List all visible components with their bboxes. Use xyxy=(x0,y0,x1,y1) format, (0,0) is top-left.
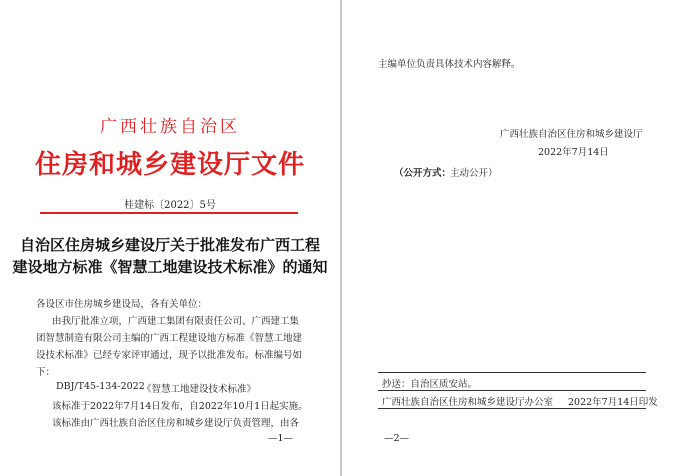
cc-line: 抄送：自治区质安站。 xyxy=(382,379,478,390)
document-title-line-2: 建设地方标准《智慧工地建设技术标准》的通知 xyxy=(12,258,328,276)
document-number: 桂建标〔2022〕5号 xyxy=(124,200,216,211)
body-line: 设技术标准》已经专家评审通过，现予以批准发布。标准编号如 xyxy=(36,350,303,361)
salutation: 各设区市住房城乡建设局，各有关单位： xyxy=(36,299,208,310)
page-number: —2— xyxy=(384,433,410,444)
issuer-region: 广西壮族自治区 xyxy=(100,117,240,137)
document-title-line-1: 自治区住房城乡建设厅关于批准发布广西工程 xyxy=(19,236,320,254)
standard-name: 《智慧工地建设技术标准》 xyxy=(142,384,257,395)
body-line: 该标准由广西壮族自治区住房和城乡建设厅负责管理，由各 xyxy=(52,418,300,429)
red-separator-line xyxy=(40,212,298,214)
body-line: 下： xyxy=(36,367,56,378)
print-date: 2022年7月14日印发 xyxy=(568,397,658,408)
body-line: 由我厅批准立项，广西建工集团有限责任公司、广西建工集 xyxy=(52,316,300,327)
issuer-office-header: 住房和城乡建设厅文件 xyxy=(34,150,305,180)
continuation-text: 主编单位负责具体技术内容解释。 xyxy=(378,59,521,70)
disclosure-value: 主动公开） xyxy=(450,168,498,179)
footer-rule-top xyxy=(378,372,646,373)
issuing-office: 广西壮族自治区住房和城乡建设厅办公室 xyxy=(382,397,554,408)
body-line: 团智慧制造有限公司主编的广西工程建设地方标准《智慧工地建 xyxy=(36,333,303,344)
disclosure-label: （公开方式： xyxy=(394,168,452,179)
page-2 xyxy=(342,0,680,476)
footer-rule-bottom xyxy=(378,408,646,409)
signing-date: 2022年7月14日 xyxy=(538,147,609,158)
footer-rule-mid xyxy=(378,390,646,391)
body-line: 该标准于2022年7月14日发布，自2022年10月1日起实施。 xyxy=(52,401,308,412)
standard-code: DBJ/T45-134-2022 xyxy=(56,381,145,392)
signing-authority: 广西壮族自治区住房和城乡建设厅 xyxy=(500,129,643,140)
page-number: —1— xyxy=(268,433,294,444)
